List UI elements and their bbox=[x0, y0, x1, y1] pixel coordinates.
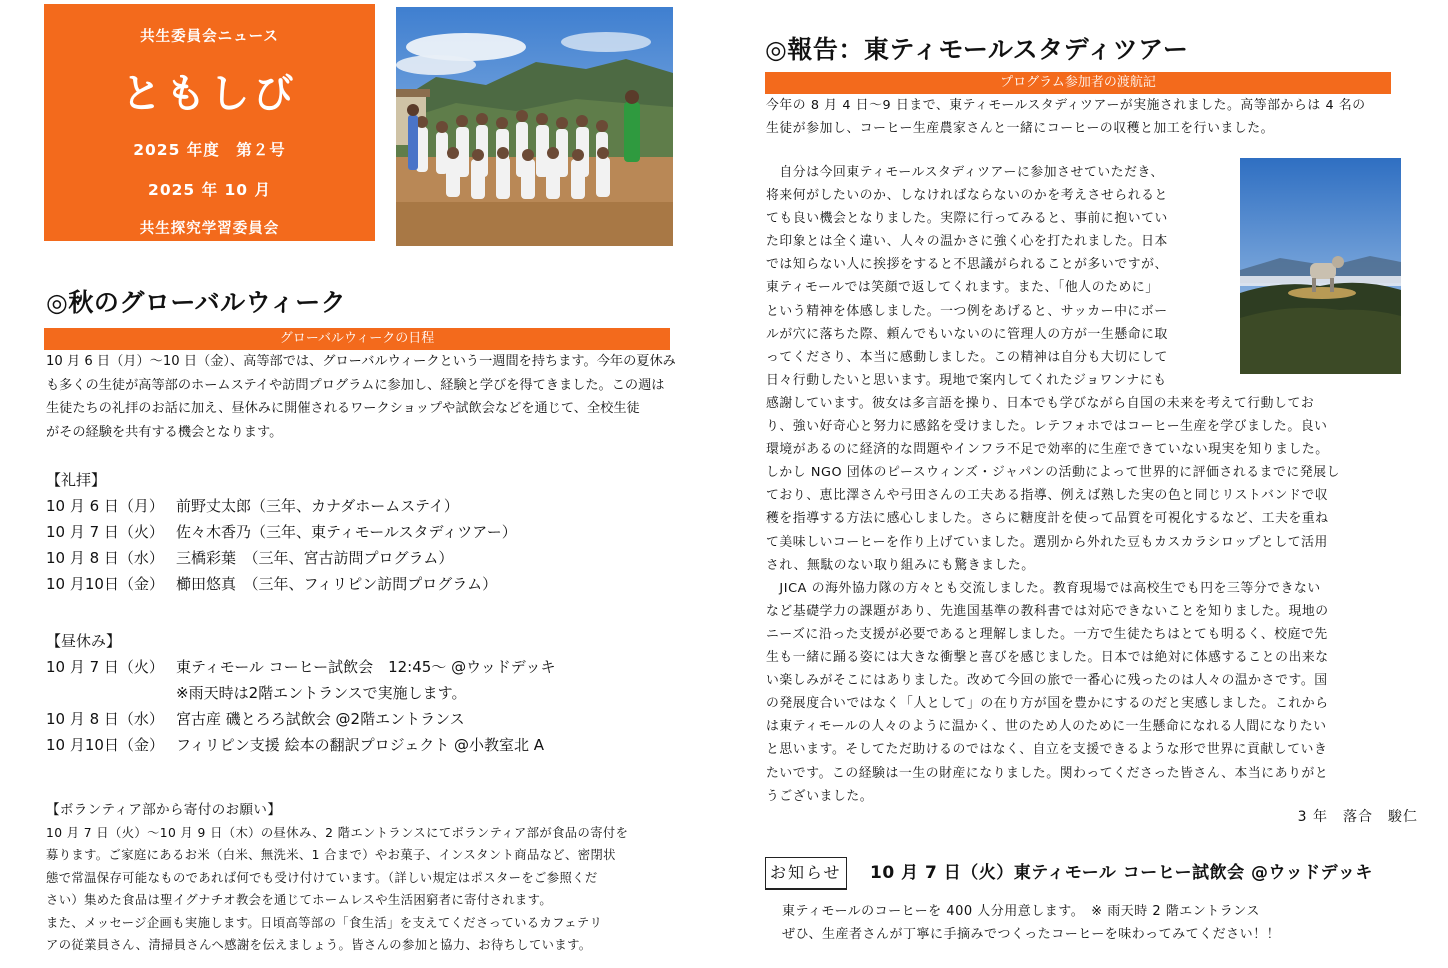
intro-line: 10 月 6 日（月）～10 日（金）、高等部では、グローバルウィークという一週間を持ちます。今年の夏休み bbox=[46, 354, 676, 369]
report-line: ても良い機会となりました。実際に行ってみると、事前に抱いてい bbox=[766, 211, 1168, 227]
schedule-date: 10 月 7 日（火） bbox=[46, 658, 164, 676]
report-line: り、強い好奇心と努力に感銘を受けました。レテフォホではコーヒー生産を学びました。良い bbox=[766, 419, 1328, 435]
report-line: という精神を体感しました。一つ例をあげると、サッカー中にボー bbox=[766, 303, 1168, 319]
schedule-date: 10 月 7 日（火） bbox=[46, 523, 164, 541]
report-line: ており、恵比澤さんや弓田さんの工夫ある指導、例えば熟した実の色と同じリストバンドで収 bbox=[766, 488, 1329, 504]
report-body-wrapped bbox=[766, 161, 1168, 392]
schedule-text: ※雨天時は2階エントランスで実施します。 bbox=[176, 684, 467, 702]
schedule-date: 10 月 8 日（水） bbox=[46, 710, 164, 728]
report-bar: プログラム参加者の渡航記 bbox=[765, 72, 1391, 94]
schedule-text: 佐々木香乃（三年、東ティモールスタディツアー） bbox=[176, 523, 517, 541]
schedule-row bbox=[46, 545, 517, 571]
report-line: と思います。そしてただ助けるのではなく、自立を支援できるような形で世界に貢献していき bbox=[766, 742, 1328, 758]
report-line: 感謝しています。彼女は多言語を操り、日本でも学びながら自国の未来を考えて行動してお bbox=[766, 396, 1315, 411]
report-line: 生も一緒に踊る姿には大きな衝撃と喜びを感じました。日本では絶対に体感することの出来な bbox=[766, 650, 1329, 666]
global-week-schedule-bar: グローバルウィークの日程 bbox=[44, 328, 670, 350]
lunch-schedule bbox=[46, 628, 555, 758]
notice-body bbox=[782, 900, 1280, 946]
report-line: JICA の海外協力隊の方々とも交流しました。教育現場では高校生でも円を三等分できない bbox=[766, 580, 1321, 596]
schedule-text: 三橋彩葉 （三年、宮古訪問プログラム） bbox=[176, 549, 454, 567]
report-line: い楽しみがそこにはありました。改めて今回の旅で一番心に残ったのは人々の温かさです。国 bbox=[766, 673, 1328, 689]
worship-schedule bbox=[46, 467, 517, 597]
report-intro-line: 生徒が参加し、コーヒー生産農家さんと一緒にコーヒーの収穫と加工を行いました。 bbox=[766, 121, 1275, 137]
schedule-row bbox=[46, 654, 555, 680]
volunteer-line: 募ります。ご家庭にあるお米（白米、無洗米、1 合まで）やお菓子、インスタント商品など、密閉状 bbox=[46, 848, 616, 862]
report-line: ってくださり、本当に感動しました。この精神は自分も大切にして bbox=[766, 349, 1168, 365]
report-line: され、無駄のない取り組みにも驚きました。 bbox=[766, 557, 1035, 573]
schedule-date: 10 月10日（金） bbox=[46, 736, 164, 754]
report-line: うございました。 bbox=[766, 788, 874, 804]
volunteer-line: 10 月 7 日（火）～10 月 9 日（木）の昼休み、2 階エントランスにてボランティア部が食品の寄付を bbox=[46, 825, 629, 840]
issue-date: 2025 年 10 月 bbox=[148, 181, 271, 199]
issue-number: 2025 年度 第２号 bbox=[133, 141, 286, 159]
schedule-row bbox=[46, 571, 517, 597]
author-signature: 3 年 落合 駿仁 bbox=[1297, 809, 1418, 825]
newsletter-title: ともしび bbox=[121, 71, 298, 117]
schedule-row bbox=[46, 493, 517, 519]
report-line: は東ティモールの人々のように温かく、世のため人のために一生懸命になれる人間になりたい bbox=[766, 719, 1327, 735]
report-line: た印象とは全く違い、人々の温かさに強く心を打たれました。日本 bbox=[766, 234, 1168, 250]
report-intro bbox=[766, 94, 1366, 140]
schedule-date: 10 月10日（金） bbox=[46, 575, 164, 593]
report-line: 日々行動したいと思います。現地で案内してくれたジョワンナにも bbox=[766, 372, 1167, 388]
report-line: ニーズに沿った支援が必要であると理解しました。一方で生徒たちはとても明るく、校庭で先 bbox=[766, 626, 1328, 642]
report-line: しかし NGO 団体のピースウィンズ・ジャパンの活動によって世界的に評価されるまでに発展し bbox=[766, 465, 1341, 481]
schedule-date: 10 月 8 日（水） bbox=[46, 549, 164, 567]
volunteer-line: また、メッセージ企画も実施します。日頃高等部の「食生活」を支えてくださっているカフェテリ bbox=[46, 915, 603, 930]
intro-line: 生徒たちの礼拝のお話に加え、昼休みに開催されるワークショップや試飲会などを通じて、全校生徒 bbox=[46, 401, 640, 416]
schedule-row bbox=[46, 732, 555, 758]
group-photo bbox=[396, 7, 673, 246]
report-intro-line: 今年の 8 月 4 日～9 日まで、東ティモールスタディツアーが実施されました。高等部からは 4 名の bbox=[766, 98, 1366, 113]
schedule-row bbox=[46, 519, 517, 545]
schedule-text: 櫛田悠真 （三年、フィリピン訪問プログラム） bbox=[176, 575, 498, 593]
intro-line: も多くの生徒が高等部のホームステイや訪問プログラムに参加し、経験と学びを得てきました。この週は bbox=[46, 377, 665, 393]
volunteer-donation bbox=[46, 799, 628, 957]
schedule-text: フィリピン支援 絵本の翻訳プロジェクト @小教室北 A bbox=[176, 736, 545, 754]
report-line: 穫を指導する方法に感心しました。さらに糖度計を使って品質を可視化するなど、工夫を重ね bbox=[766, 511, 1329, 527]
volunteer-title: 【ボランティア部から寄付のお願い】 bbox=[46, 802, 282, 818]
report-line: では知らない人に挨拶をすると不思議がられることが多いですが、 bbox=[766, 257, 1168, 273]
report-line: 将来何がしたいのか、しなければならないのかを考えさせられると bbox=[766, 188, 1168, 204]
volunteer-line: さい）集めた食品は聖イグナチオ教会を通じてホームレスや生活困窮者に寄付されます。 bbox=[46, 893, 553, 907]
masthead bbox=[44, 4, 375, 241]
global-week-intro bbox=[46, 350, 676, 444]
schedule-row bbox=[46, 706, 555, 732]
cow-photo bbox=[1240, 158, 1401, 374]
publisher: 共生探究学習委員会 bbox=[139, 221, 280, 237]
schedule-text: 前野丈太郎（三年、カナダホームステイ） bbox=[176, 497, 459, 515]
report-line: て美味しいコーヒーを作り上げていました。選別から外れた豆もカスカラシロップとして活用 bbox=[766, 534, 1328, 550]
volunteer-line: 態で常温保存可能なものであれば何でも受け付けています。（詳しい規定はポスターをご参照くだ bbox=[46, 870, 598, 885]
notice-label: お知らせ bbox=[765, 857, 847, 890]
report-heading: ◎報告：東ティモールスタディツアー bbox=[765, 35, 1189, 64]
global-week-heading: ◎秋のグローバルウィーク bbox=[46, 288, 347, 317]
notice-headline: 10 月 7 日（火）東ティモール コーヒー試飲会 @ウッドデッキ bbox=[870, 863, 1373, 883]
schedule-row bbox=[46, 680, 555, 706]
notice-line: 東ティモールのコーヒーを 400 人分用意します。 ※ 雨天時 2 階エントランス bbox=[782, 904, 1260, 919]
report-line: の発展度合いではなく「人として」の在り方が国を豊かにするのだと実感しました。これから bbox=[766, 696, 1329, 712]
schedule-text: 東ティモール コーヒー試飲会 12:45～ @ウッドデッキ bbox=[176, 658, 556, 676]
intro-line: がその経験を共有する機会となります。 bbox=[46, 424, 283, 440]
report-line: ルが穴に落ちた際、頼んでもいないのに管理人の方が一生懸命に取 bbox=[766, 326, 1168, 342]
report-line: 環境があるのに経済的な問題やインフラ不足で効率的に生産できていない現実を知りました。 bbox=[766, 442, 1329, 458]
volunteer-line: アの従業員さん、清掃員さんへ感謝を伝えましょう。皆さんの参加と協力、お待ちしています。 bbox=[46, 938, 592, 952]
report-line: たいです。この経験は一生の財産になりました。関わってくださった皆さん、本当にありがと bbox=[766, 765, 1329, 781]
report-body-full bbox=[766, 392, 1340, 808]
schedule-date: 10 月 6 日（月） bbox=[46, 497, 164, 515]
report-line: 自分は今回東ティモールスタディツアーに参加させていただき、 bbox=[766, 165, 1164, 180]
report-line: 東ティモールでは笑顔で返してくれます。また、「他人のために」 bbox=[766, 280, 1159, 296]
worship-title: 【礼拝】 bbox=[46, 471, 107, 489]
lunch-title: 【昼休み】 bbox=[46, 632, 122, 650]
report-line: など基礎学力の課題があり、先進国基準の教科書では対応できないことを知りました。現地の bbox=[766, 603, 1329, 619]
newsletter-series: 共生委員会ニュース bbox=[140, 29, 279, 45]
notice-line: ぜひ、生産者さんが丁寧に手摘みでつくったコーヒーを味わってみてください！！ bbox=[782, 927, 1281, 942]
schedule-text: 宮古産 磯とろろ試飲会 @2階エントランス bbox=[176, 710, 465, 728]
